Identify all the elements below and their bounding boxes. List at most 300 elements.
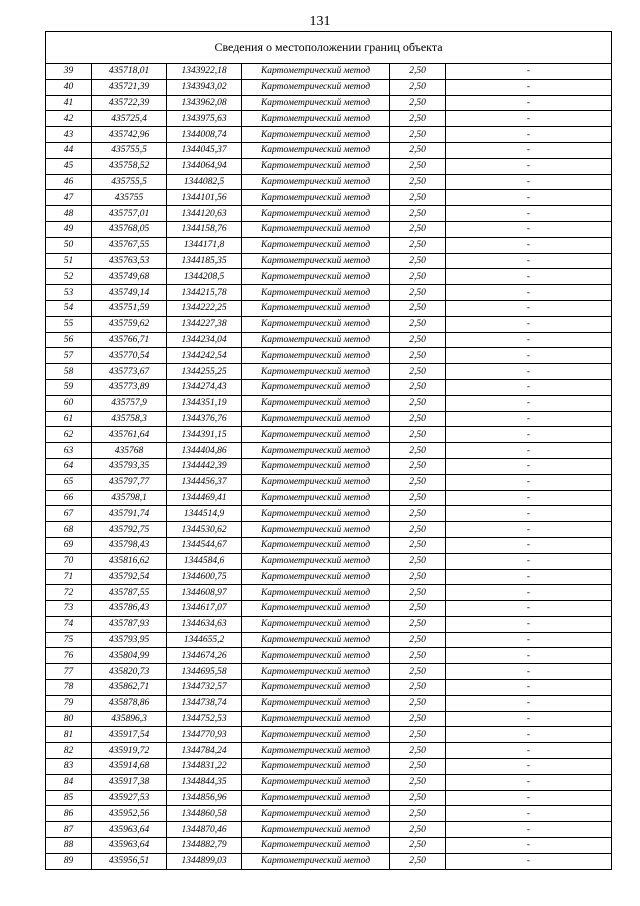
table-row	[46, 269, 612, 285]
point-number-cell: 73	[46, 601, 92, 617]
x-coordinate-cell: 435787,93	[92, 616, 167, 632]
x-coordinate-cell: 435792,75	[92, 522, 167, 538]
x-coordinate-cell: 435755,5	[92, 142, 167, 158]
description-cell: -	[446, 806, 612, 822]
method-cell: Картометрический метод	[242, 790, 390, 806]
point-number-cell: 83	[46, 759, 92, 775]
method-cell: Картометрический метод	[242, 632, 390, 648]
table-row	[46, 743, 612, 759]
method-cell: Картометрический метод	[242, 348, 390, 364]
x-coordinate-cell: 435757,9	[92, 395, 167, 411]
table-row	[46, 585, 612, 601]
y-coordinate-cell: 1344732,57	[167, 680, 242, 696]
y-coordinate-cell: 1344674,26	[167, 648, 242, 664]
point-number-cell: 78	[46, 680, 92, 696]
point-number-cell: 72	[46, 585, 92, 601]
accuracy-cell: 2,50	[390, 585, 446, 601]
point-number-cell: 50	[46, 237, 92, 253]
x-coordinate-cell: 435878,86	[92, 695, 167, 711]
y-coordinate-cell: 1344870,46	[167, 822, 242, 838]
y-coordinate-cell: 1344274,43	[167, 379, 242, 395]
description-cell: -	[446, 585, 612, 601]
table-row	[46, 427, 612, 443]
point-number-cell: 40	[46, 79, 92, 95]
point-number-cell: 63	[46, 443, 92, 459]
method-cell: Картометрический метод	[242, 174, 390, 190]
description-cell: -	[446, 443, 612, 459]
point-number-cell: 75	[46, 632, 92, 648]
x-coordinate-cell: 435963,64	[92, 838, 167, 854]
accuracy-cell: 2,50	[390, 206, 446, 222]
accuracy-cell: 2,50	[390, 680, 446, 696]
description-cell: -	[446, 269, 612, 285]
method-cell: Картометрический метод	[242, 680, 390, 696]
description-cell: -	[446, 838, 612, 854]
method-cell: Картометрический метод	[242, 774, 390, 790]
table-caption: Сведения о местоположении границ объекта	[46, 32, 612, 64]
accuracy-cell: 2,50	[390, 522, 446, 538]
y-coordinate-cell: 1344831,22	[167, 759, 242, 775]
x-coordinate-cell: 435773,89	[92, 379, 167, 395]
x-coordinate-cell: 435798,1	[92, 490, 167, 506]
accuracy-cell: 2,50	[390, 332, 446, 348]
description-cell: -	[446, 79, 612, 95]
y-coordinate-cell: 1344608,97	[167, 585, 242, 601]
y-coordinate-cell: 1344045,37	[167, 142, 242, 158]
method-cell: Картометрический метод	[242, 522, 390, 538]
description-cell: -	[446, 127, 612, 143]
description-cell: -	[446, 648, 612, 664]
x-coordinate-cell: 435749,68	[92, 269, 167, 285]
x-coordinate-cell: 435718,01	[92, 64, 167, 80]
y-coordinate-cell: 1344655,2	[167, 632, 242, 648]
accuracy-cell: 2,50	[390, 664, 446, 680]
table-row	[46, 601, 612, 617]
accuracy-cell: 2,50	[390, 632, 446, 648]
description-cell: -	[446, 190, 612, 206]
method-cell: Картометрический метод	[242, 64, 390, 80]
table-row	[46, 680, 612, 696]
description-cell: -	[446, 743, 612, 759]
method-cell: Картометрический метод	[242, 569, 390, 585]
table-row	[46, 664, 612, 680]
y-coordinate-cell: 1344171,8	[167, 237, 242, 253]
description-cell: -	[446, 411, 612, 427]
y-coordinate-cell: 1344544,67	[167, 537, 242, 553]
accuracy-cell: 2,50	[390, 379, 446, 395]
description-cell: -	[446, 506, 612, 522]
accuracy-cell: 2,50	[390, 95, 446, 111]
x-coordinate-cell: 435751,59	[92, 300, 167, 316]
method-cell: Картометрический метод	[242, 601, 390, 617]
x-coordinate-cell: 435766,71	[92, 332, 167, 348]
x-coordinate-cell: 435763,53	[92, 253, 167, 269]
y-coordinate-cell: 1344514,9	[167, 506, 242, 522]
method-cell: Картометрический метод	[242, 553, 390, 569]
x-coordinate-cell: 435816,62	[92, 553, 167, 569]
accuracy-cell: 2,50	[390, 601, 446, 617]
point-number-cell: 67	[46, 506, 92, 522]
y-coordinate-cell: 1344695,58	[167, 664, 242, 680]
method-cell: Картометрический метод	[242, 490, 390, 506]
table-row	[46, 174, 612, 190]
y-coordinate-cell: 1344634,63	[167, 616, 242, 632]
method-cell: Картометрический метод	[242, 853, 390, 869]
accuracy-cell: 2,50	[390, 79, 446, 95]
table-row	[46, 806, 612, 822]
point-number-cell: 86	[46, 806, 92, 822]
x-coordinate-cell: 435768,05	[92, 221, 167, 237]
y-coordinate-cell: 1344770,93	[167, 727, 242, 743]
y-coordinate-cell: 1344856,96	[167, 790, 242, 806]
method-cell: Картометрический метод	[242, 95, 390, 111]
description-cell: -	[446, 206, 612, 222]
y-coordinate-cell: 1344227,38	[167, 316, 242, 332]
description-cell: -	[446, 569, 612, 585]
accuracy-cell: 2,50	[390, 427, 446, 443]
description-cell: -	[446, 111, 612, 127]
point-number-cell: 62	[46, 427, 92, 443]
table-row	[46, 190, 612, 206]
method-cell: Картометрический метод	[242, 585, 390, 601]
y-coordinate-cell: 1344255,25	[167, 364, 242, 380]
table-row	[46, 316, 612, 332]
method-cell: Картометрический метод	[242, 206, 390, 222]
y-coordinate-cell: 1344882,79	[167, 838, 242, 854]
y-coordinate-cell: 1344208,5	[167, 269, 242, 285]
table-row	[46, 79, 612, 95]
method-cell: Картометрический метод	[242, 474, 390, 490]
method-cell: Картометрический метод	[242, 458, 390, 474]
x-coordinate-cell: 435914,68	[92, 759, 167, 775]
x-coordinate-cell: 435770,54	[92, 348, 167, 364]
table-row	[46, 759, 612, 775]
x-coordinate-cell: 435757,01	[92, 206, 167, 222]
table-row	[46, 253, 612, 269]
x-coordinate-cell: 435755,5	[92, 174, 167, 190]
method-cell: Картометрический метод	[242, 142, 390, 158]
boundary-table-container	[45, 31, 611, 870]
x-coordinate-cell: 435742,96	[92, 127, 167, 143]
y-coordinate-cell: 1344600,75	[167, 569, 242, 585]
accuracy-cell: 2,50	[390, 695, 446, 711]
x-coordinate-cell: 435791,74	[92, 506, 167, 522]
point-number-cell: 54	[46, 300, 92, 316]
method-cell: Картометрический метод	[242, 332, 390, 348]
x-coordinate-cell: 435952,56	[92, 806, 167, 822]
x-coordinate-cell: 435761,64	[92, 427, 167, 443]
y-coordinate-cell: 1344064,94	[167, 158, 242, 174]
x-coordinate-cell: 435919,72	[92, 743, 167, 759]
y-coordinate-cell: 1344234,04	[167, 332, 242, 348]
description-cell: -	[446, 364, 612, 380]
x-coordinate-cell: 435896,3	[92, 711, 167, 727]
description-cell: -	[446, 774, 612, 790]
y-coordinate-cell: 1344222,25	[167, 300, 242, 316]
table-row	[46, 790, 612, 806]
x-coordinate-cell: 435917,54	[92, 727, 167, 743]
description-cell: -	[446, 174, 612, 190]
accuracy-cell: 2,50	[390, 569, 446, 585]
point-number-cell: 81	[46, 727, 92, 743]
y-coordinate-cell: 1343943,02	[167, 79, 242, 95]
table-row	[46, 490, 612, 506]
method-cell: Картометрический метод	[242, 648, 390, 664]
x-coordinate-cell: 435725,4	[92, 111, 167, 127]
table-row	[46, 300, 612, 316]
x-coordinate-cell: 435927,53	[92, 790, 167, 806]
accuracy-cell: 2,50	[390, 648, 446, 664]
table-row	[46, 364, 612, 380]
accuracy-cell: 2,50	[390, 300, 446, 316]
table-row	[46, 853, 612, 869]
table-row	[46, 142, 612, 158]
accuracy-cell: 2,50	[390, 616, 446, 632]
table-row	[46, 221, 612, 237]
description-cell: -	[446, 474, 612, 490]
x-coordinate-cell: 435804,99	[92, 648, 167, 664]
x-coordinate-cell: 435787,55	[92, 585, 167, 601]
accuracy-cell: 2,50	[390, 838, 446, 854]
y-coordinate-cell: 1343922,18	[167, 64, 242, 80]
table-row	[46, 237, 612, 253]
table-row	[46, 553, 612, 569]
y-coordinate-cell: 1344082,5	[167, 174, 242, 190]
y-coordinate-cell: 1344899,03	[167, 853, 242, 869]
point-number-cell: 70	[46, 553, 92, 569]
y-coordinate-cell: 1344008,74	[167, 127, 242, 143]
accuracy-cell: 2,50	[390, 711, 446, 727]
description-cell: -	[446, 522, 612, 538]
y-coordinate-cell: 1344215,78	[167, 285, 242, 301]
method-cell: Картометрический метод	[242, 316, 390, 332]
x-coordinate-cell: 435786,43	[92, 601, 167, 617]
point-number-cell: 74	[46, 616, 92, 632]
method-cell: Картометрический метод	[242, 711, 390, 727]
point-number-cell: 82	[46, 743, 92, 759]
description-cell: -	[446, 632, 612, 648]
table-row	[46, 616, 612, 632]
point-number-cell: 48	[46, 206, 92, 222]
description-cell: -	[446, 790, 612, 806]
table-row	[46, 822, 612, 838]
y-coordinate-cell: 1344456,37	[167, 474, 242, 490]
y-coordinate-cell: 1344120,63	[167, 206, 242, 222]
method-cell: Картометрический метод	[242, 190, 390, 206]
method-cell: Картометрический метод	[242, 253, 390, 269]
accuracy-cell: 2,50	[390, 269, 446, 285]
table-row	[46, 727, 612, 743]
accuracy-cell: 2,50	[390, 537, 446, 553]
x-coordinate-cell: 435759,62	[92, 316, 167, 332]
table-row	[46, 774, 612, 790]
y-coordinate-cell: 1343975,63	[167, 111, 242, 127]
y-coordinate-cell: 1344185,35	[167, 253, 242, 269]
point-number-cell: 43	[46, 127, 92, 143]
y-coordinate-cell: 1344784,24	[167, 743, 242, 759]
point-number-cell: 88	[46, 838, 92, 854]
x-coordinate-cell: 435797,77	[92, 474, 167, 490]
accuracy-cell: 2,50	[390, 806, 446, 822]
point-number-cell: 53	[46, 285, 92, 301]
point-number-cell: 77	[46, 664, 92, 680]
description-cell: -	[446, 316, 612, 332]
description-cell: -	[446, 553, 612, 569]
x-coordinate-cell: 435793,95	[92, 632, 167, 648]
x-coordinate-cell: 435793,35	[92, 458, 167, 474]
point-number-cell: 89	[46, 853, 92, 869]
table-row	[46, 379, 612, 395]
accuracy-cell: 2,50	[390, 458, 446, 474]
point-number-cell: 66	[46, 490, 92, 506]
point-number-cell: 84	[46, 774, 92, 790]
method-cell: Картометрический метод	[242, 537, 390, 553]
point-number-cell: 69	[46, 537, 92, 553]
description-cell: -	[446, 759, 612, 775]
description-cell: -	[446, 158, 612, 174]
method-cell: Картометрический метод	[242, 759, 390, 775]
method-cell: Картометрический метод	[242, 695, 390, 711]
description-cell: -	[446, 616, 612, 632]
method-cell: Картометрический метод	[242, 727, 390, 743]
description-cell: -	[446, 680, 612, 696]
method-cell: Картометрический метод	[242, 300, 390, 316]
y-coordinate-cell: 1344530,62	[167, 522, 242, 538]
method-cell: Картометрический метод	[242, 506, 390, 522]
y-coordinate-cell: 1344617,07	[167, 601, 242, 617]
description-cell: -	[446, 395, 612, 411]
x-coordinate-cell: 435749,14	[92, 285, 167, 301]
accuracy-cell: 2,50	[390, 285, 446, 301]
description-cell: -	[446, 285, 612, 301]
point-number-cell: 51	[46, 253, 92, 269]
x-coordinate-cell: 435767,55	[92, 237, 167, 253]
x-coordinate-cell: 435956,51	[92, 853, 167, 869]
point-number-cell: 47	[46, 190, 92, 206]
description-cell: -	[446, 537, 612, 553]
x-coordinate-cell: 435820,73	[92, 664, 167, 680]
method-cell: Картометрический метод	[242, 111, 390, 127]
method-cell: Картометрический метод	[242, 285, 390, 301]
point-number-cell: 71	[46, 569, 92, 585]
accuracy-cell: 2,50	[390, 348, 446, 364]
x-coordinate-cell: 435721,39	[92, 79, 167, 95]
x-coordinate-cell: 435758,3	[92, 411, 167, 427]
table-row	[46, 285, 612, 301]
method-cell: Картометрический метод	[242, 127, 390, 143]
method-cell: Картометрический метод	[242, 838, 390, 854]
accuracy-cell: 2,50	[390, 553, 446, 569]
description-cell: -	[446, 221, 612, 237]
point-number-cell: 57	[46, 348, 92, 364]
accuracy-cell: 2,50	[390, 190, 446, 206]
table-row	[46, 537, 612, 553]
accuracy-cell: 2,50	[390, 790, 446, 806]
point-number-cell: 68	[46, 522, 92, 538]
accuracy-cell: 2,50	[390, 506, 446, 522]
method-cell: Картометрический метод	[242, 427, 390, 443]
description-cell: -	[446, 664, 612, 680]
table-row	[46, 458, 612, 474]
point-number-cell: 56	[46, 332, 92, 348]
y-coordinate-cell: 1344860,58	[167, 806, 242, 822]
point-number-cell: 55	[46, 316, 92, 332]
accuracy-cell: 2,50	[390, 822, 446, 838]
accuracy-cell: 2,50	[390, 237, 446, 253]
accuracy-cell: 2,50	[390, 111, 446, 127]
accuracy-cell: 2,50	[390, 174, 446, 190]
point-number-cell: 76	[46, 648, 92, 664]
table-row	[46, 569, 612, 585]
accuracy-cell: 2,50	[390, 743, 446, 759]
method-cell: Картометрический метод	[242, 616, 390, 632]
accuracy-cell: 2,50	[390, 221, 446, 237]
point-number-cell: 87	[46, 822, 92, 838]
accuracy-cell: 2,50	[390, 395, 446, 411]
table-row	[46, 522, 612, 538]
table-row	[46, 158, 612, 174]
y-coordinate-cell: 1343962,08	[167, 95, 242, 111]
accuracy-cell: 2,50	[390, 142, 446, 158]
point-number-cell: 60	[46, 395, 92, 411]
description-cell: -	[446, 727, 612, 743]
description-cell: -	[446, 95, 612, 111]
y-coordinate-cell: 1344391,15	[167, 427, 242, 443]
y-coordinate-cell: 1344351,19	[167, 395, 242, 411]
accuracy-cell: 2,50	[390, 253, 446, 269]
x-coordinate-cell: 435862,71	[92, 680, 167, 696]
point-number-cell: 59	[46, 379, 92, 395]
point-number-cell: 61	[46, 411, 92, 427]
x-coordinate-cell: 435773,67	[92, 364, 167, 380]
accuracy-cell: 2,50	[390, 474, 446, 490]
y-coordinate-cell: 1344752,53	[167, 711, 242, 727]
description-cell: -	[446, 300, 612, 316]
accuracy-cell: 2,50	[390, 490, 446, 506]
description-cell: -	[446, 490, 612, 506]
description-cell: -	[446, 853, 612, 869]
table-row	[46, 506, 612, 522]
description-cell: -	[446, 253, 612, 269]
description-cell: -	[446, 427, 612, 443]
point-number-cell: 79	[46, 695, 92, 711]
page-number: 131	[309, 14, 331, 29]
method-cell: Картометрический метод	[242, 664, 390, 680]
point-number-cell: 85	[46, 790, 92, 806]
method-cell: Картометрический метод	[242, 269, 390, 285]
table-row	[46, 395, 612, 411]
table-row	[46, 411, 612, 427]
y-coordinate-cell: 1344376,76	[167, 411, 242, 427]
table-row	[46, 127, 612, 143]
accuracy-cell: 2,50	[390, 759, 446, 775]
description-cell: -	[446, 142, 612, 158]
table-row	[46, 711, 612, 727]
x-coordinate-cell: 435755	[92, 190, 167, 206]
y-coordinate-cell: 1344738,74	[167, 695, 242, 711]
method-cell: Картометрический метод	[242, 364, 390, 380]
y-coordinate-cell: 1344844,35	[167, 774, 242, 790]
accuracy-cell: 2,50	[390, 316, 446, 332]
accuracy-cell: 2,50	[390, 443, 446, 459]
point-number-cell: 39	[46, 64, 92, 80]
table-row	[46, 64, 612, 80]
table-row	[46, 443, 612, 459]
point-number-cell: 46	[46, 174, 92, 190]
point-number-cell: 49	[46, 221, 92, 237]
method-cell: Картометрический метод	[242, 822, 390, 838]
method-cell: Картометрический метод	[242, 237, 390, 253]
